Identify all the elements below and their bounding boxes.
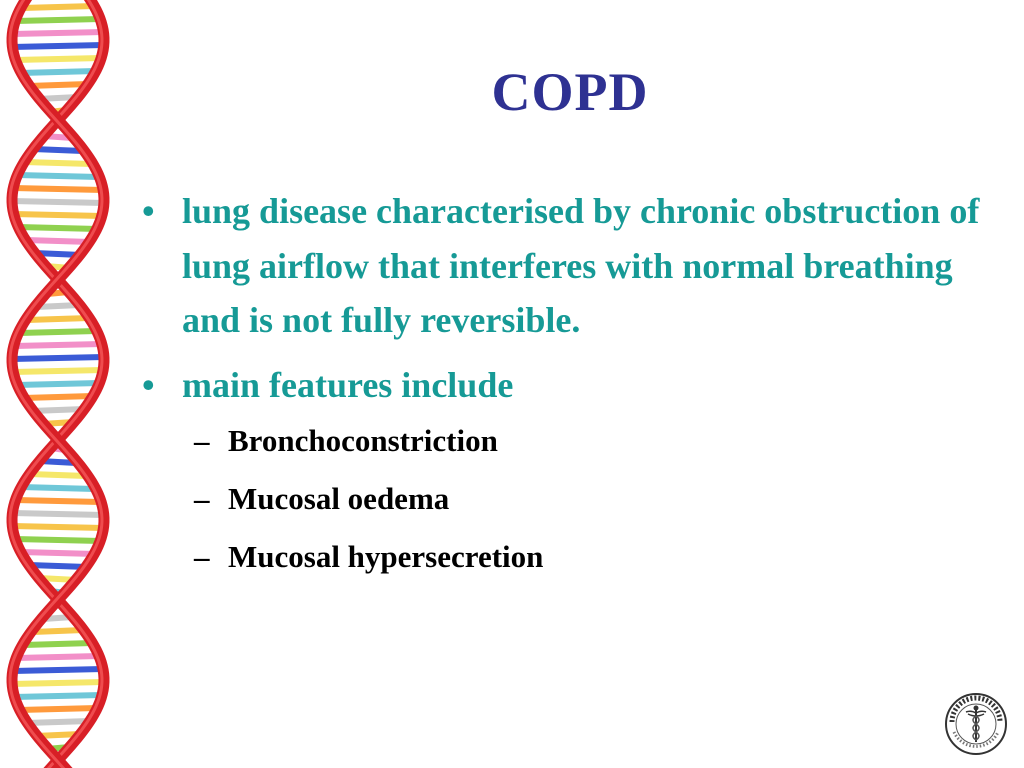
dna-base-pair: [13, 32, 104, 34]
dna-base-pair: [16, 19, 100, 21]
dna-base-pair: [15, 539, 101, 541]
sub-bullet-marker: –: [194, 539, 210, 574]
dna-base-pair: [21, 487, 94, 489]
dna-base-pair: [26, 721, 90, 723]
dna-base-pair: [33, 149, 83, 151]
sub-bullet-marker: –: [194, 481, 210, 516]
sub-bullet-item: [194, 470, 1002, 528]
dna-base-pair: [12, 201, 104, 203]
sub-bullet-item: [194, 412, 1002, 470]
dna-base-pair: [12, 357, 104, 359]
dna-helix-decoration: [0, 0, 130, 768]
dna-base-pair: [12, 513, 103, 515]
bullet-item: [142, 358, 1002, 413]
dna-base-pair: [12, 526, 103, 528]
dna-base-pair: [24, 162, 92, 164]
dna-base-pair: [30, 474, 87, 476]
dna-base-pair: [12, 45, 104, 47]
dna-base-pair: [17, 175, 98, 177]
dna-base-pair: [24, 643, 93, 645]
dna-base-pair: [12, 682, 104, 684]
dna-base-pair: [22, 6, 94, 8]
bullet-item: [142, 184, 1002, 348]
dna-base-pair: [15, 58, 101, 60]
dna-base-pair: [16, 500, 101, 502]
sub-bullet-text: Mucosal oedema: [228, 481, 450, 516]
slide-title: COPD: [491, 62, 649, 122]
dna-base-pair: [13, 370, 103, 372]
dna-base-pair: [27, 318, 89, 320]
dna-base-pair: [19, 331, 96, 333]
dna-base-pair: [29, 565, 87, 567]
dna-base-pair: [14, 214, 103, 216]
bullet-marker: •: [142, 191, 155, 231]
sub-bullet-text: Mucosal hypersecretion: [228, 539, 544, 574]
dna-base-pair: [18, 227, 97, 229]
dna-base-pair: [14, 695, 102, 697]
sub-bullet-marker: –: [194, 423, 210, 458]
sub-bullet-text: Bronchoconstriction: [228, 423, 498, 458]
dna-base-pair: [17, 656, 99, 658]
slide-body: [142, 184, 1002, 586]
dna-base-pair: [21, 552, 95, 554]
bullet-text: lung disease characterised by chronic obstruction of lung airflow that interferes with normal breathing and is not fully reversible.: [182, 191, 980, 340]
bullet-marker: •: [142, 364, 155, 405]
dna-base-pair: [23, 396, 93, 398]
dna-base-pair: [20, 71, 95, 73]
dna-base-pair: [13, 188, 102, 190]
dna-base-pair: [14, 344, 101, 346]
bullet-text: main features include: [182, 364, 514, 405]
dna-base-pair: [19, 708, 97, 710]
sub-bullet-item: [194, 528, 1002, 586]
caduceus-icon: [944, 692, 1008, 756]
dna-base-pair: [32, 630, 83, 632]
dna-base-pair: [13, 669, 103, 671]
dna-base-pair: [28, 84, 88, 86]
dna-base-pair: [25, 240, 90, 242]
dna-base-pair: [17, 383, 100, 385]
